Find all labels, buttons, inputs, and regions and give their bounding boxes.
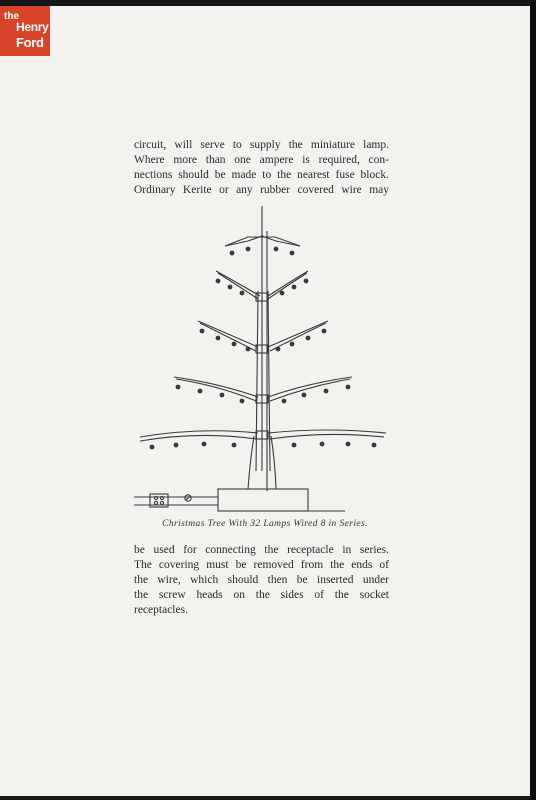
text-line: be used for connecting the receptacle in series. xyxy=(134,544,389,556)
text-line: Ordinary Kerite or any rubber covered wire may xyxy=(134,184,389,196)
text-line: nections should be made to the nearest fuse block. xyxy=(134,169,389,181)
text-line: receptacles. xyxy=(134,604,188,616)
text-line: The covering must be removed from the ends of xyxy=(134,559,389,571)
scan-border xyxy=(530,0,536,800)
text-line: Where more than one ampere is required, con- xyxy=(134,154,389,166)
figure-caption: Christmas Tree With 32 Lamps Wired 8 in Series. xyxy=(162,519,368,529)
christmas-tree-illustration xyxy=(130,201,400,516)
paragraph-top xyxy=(134,138,389,198)
text-line: the screw heads on the sides of the socket xyxy=(134,589,389,601)
text-line: circuit, will serve to supply the miniature lamp. xyxy=(134,139,389,151)
document-page xyxy=(0,6,530,796)
logo-ford: Ford xyxy=(16,35,44,50)
henry-ford-logo[interactable] xyxy=(0,6,50,56)
text-line: the wire, which should then be inserted under xyxy=(134,574,389,586)
logo-the: the xyxy=(4,11,19,22)
paragraph-bottom xyxy=(134,543,389,618)
logo-henry: Henry xyxy=(16,20,49,34)
